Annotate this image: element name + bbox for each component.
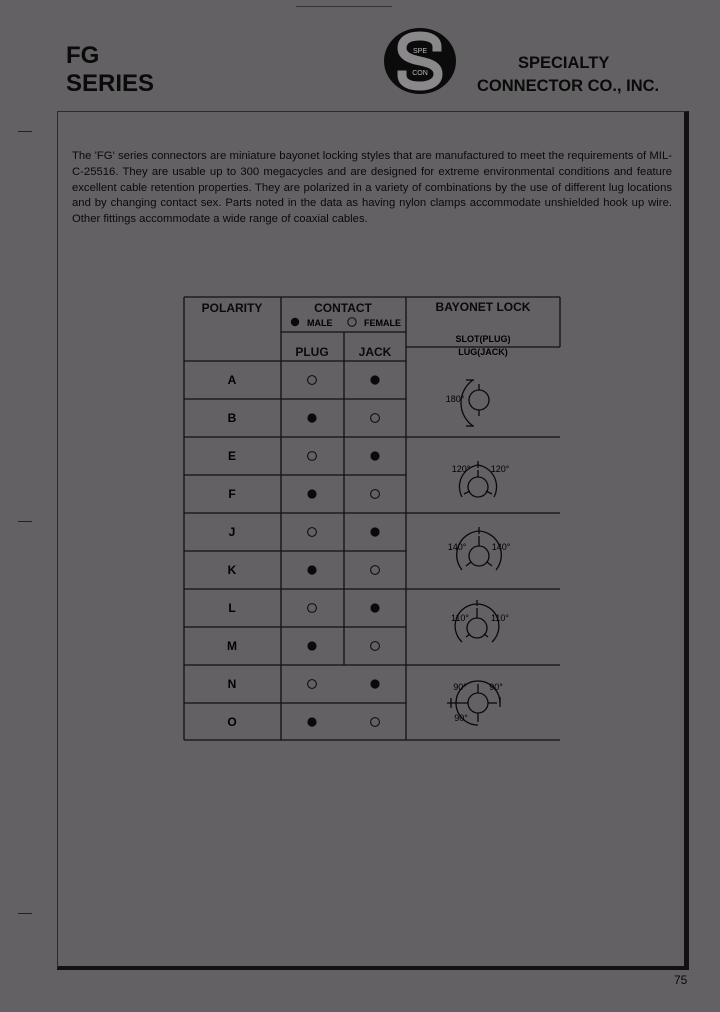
- plug-female-contact-icon: [308, 680, 317, 689]
- angle-label: 110°: [451, 613, 469, 623]
- header-contact: CONTACT: [314, 301, 372, 315]
- angle-label: 90°: [489, 682, 503, 692]
- header-polarity: POLARITY: [201, 301, 263, 315]
- table-row: [228, 411, 380, 425]
- polarity-letter: O: [227, 715, 237, 729]
- plug-male-contact-icon: [307, 717, 316, 726]
- plug-male-contact-icon: [307, 413, 316, 422]
- polarity-letter: J: [228, 525, 236, 539]
- header-slot-plug: SLOT(PLUG): [455, 334, 511, 344]
- logo-text-top: SPE: [412, 48, 428, 55]
- polarity-letter: E: [227, 449, 237, 463]
- angle-label: 90°: [454, 713, 468, 723]
- series-title-line-2: SERIES: [66, 70, 155, 97]
- jack-female-contact-icon: [371, 566, 380, 575]
- plug-female-contact-icon: [308, 376, 317, 385]
- table-row: [228, 449, 380, 463]
- plug-female-contact-icon: [308, 452, 317, 461]
- header-jack: JACK: [358, 345, 392, 359]
- angle-label: 120°: [490, 464, 510, 474]
- jack-female-contact-icon: [371, 642, 380, 651]
- header-lug-jack: LUG(JACK): [458, 347, 508, 357]
- header-plug: PLUG: [295, 345, 329, 359]
- table-row: [228, 487, 379, 501]
- table-row: [228, 677, 380, 691]
- table-row: [228, 563, 380, 577]
- jack-female-contact-icon: [371, 490, 380, 499]
- intro-paragraph: The 'FG' series connectors are miniature bayonet locking styles that are manufactured to meet the requirements of MIL-C-25516. They are usable up to 300 megacycles and are designed for extreme environmental conditions and feature excellent cable retention properties. They are polarized in a variety of combinations by the use of different lug locations and by changing contact sex. Parts noted in the data as having nylon clamps accommodate unshielded hook up wire. Other fittings accommodate a wide range of coaxial cables.: [72, 150, 672, 226]
- female-legend-icon: [348, 318, 356, 326]
- jack-male-contact-icon: [370, 603, 379, 612]
- polarity-letter: A: [227, 373, 237, 387]
- header-bayonet-lock: BAYONET LOCK: [435, 300, 531, 314]
- jack-male-contact-icon: [370, 375, 379, 384]
- plug-male-contact-icon: [307, 641, 316, 650]
- polarity-letter: M: [227, 639, 237, 653]
- legend-female: FEMALE: [364, 318, 401, 328]
- logo-text-bottom: CON: [412, 70, 428, 77]
- jack-female-contact-icon: [371, 414, 380, 423]
- plug-female-contact-icon: [308, 528, 317, 537]
- male-legend-icon: [291, 318, 299, 326]
- polarity-letter: N: [227, 677, 237, 691]
- polarity-letter: F: [228, 487, 236, 501]
- jack-male-contact-icon: [370, 679, 379, 688]
- polarity-letter: L: [228, 601, 236, 615]
- angle-label: 110°: [491, 613, 509, 623]
- jack-male-contact-icon: [370, 527, 379, 536]
- table-row: [228, 373, 380, 387]
- page-number: 75: [674, 973, 688, 987]
- company-name-line-2: CONNECTOR CO., INC.: [477, 77, 660, 95]
- plug-male-contact-icon: [307, 565, 316, 574]
- table-row: [227, 639, 379, 653]
- angle-label: 140°: [491, 542, 511, 552]
- series-title-line-1: FG: [66, 42, 100, 69]
- jack-male-contact-icon: [370, 451, 379, 460]
- bayonet-diagram-180: [461, 380, 489, 426]
- table-grid: [184, 297, 560, 740]
- angle-label: 120°: [451, 464, 471, 474]
- polarity-letter: K: [227, 563, 237, 577]
- table-row: [229, 525, 380, 539]
- plug-female-contact-icon: [308, 604, 317, 613]
- plug-male-contact-icon: [307, 489, 316, 498]
- polarity-letter: B: [227, 411, 237, 425]
- legend-male: MALE: [307, 318, 333, 328]
- jack-female-contact-icon: [371, 718, 380, 727]
- angle-label: 90°: [453, 682, 467, 692]
- angle-label: 140°: [447, 542, 467, 552]
- company-name-line-1: SPECIALTY: [518, 54, 610, 72]
- table-row: [227, 715, 379, 729]
- table-row: [228, 601, 379, 615]
- angle-label: 180°: [445, 394, 465, 404]
